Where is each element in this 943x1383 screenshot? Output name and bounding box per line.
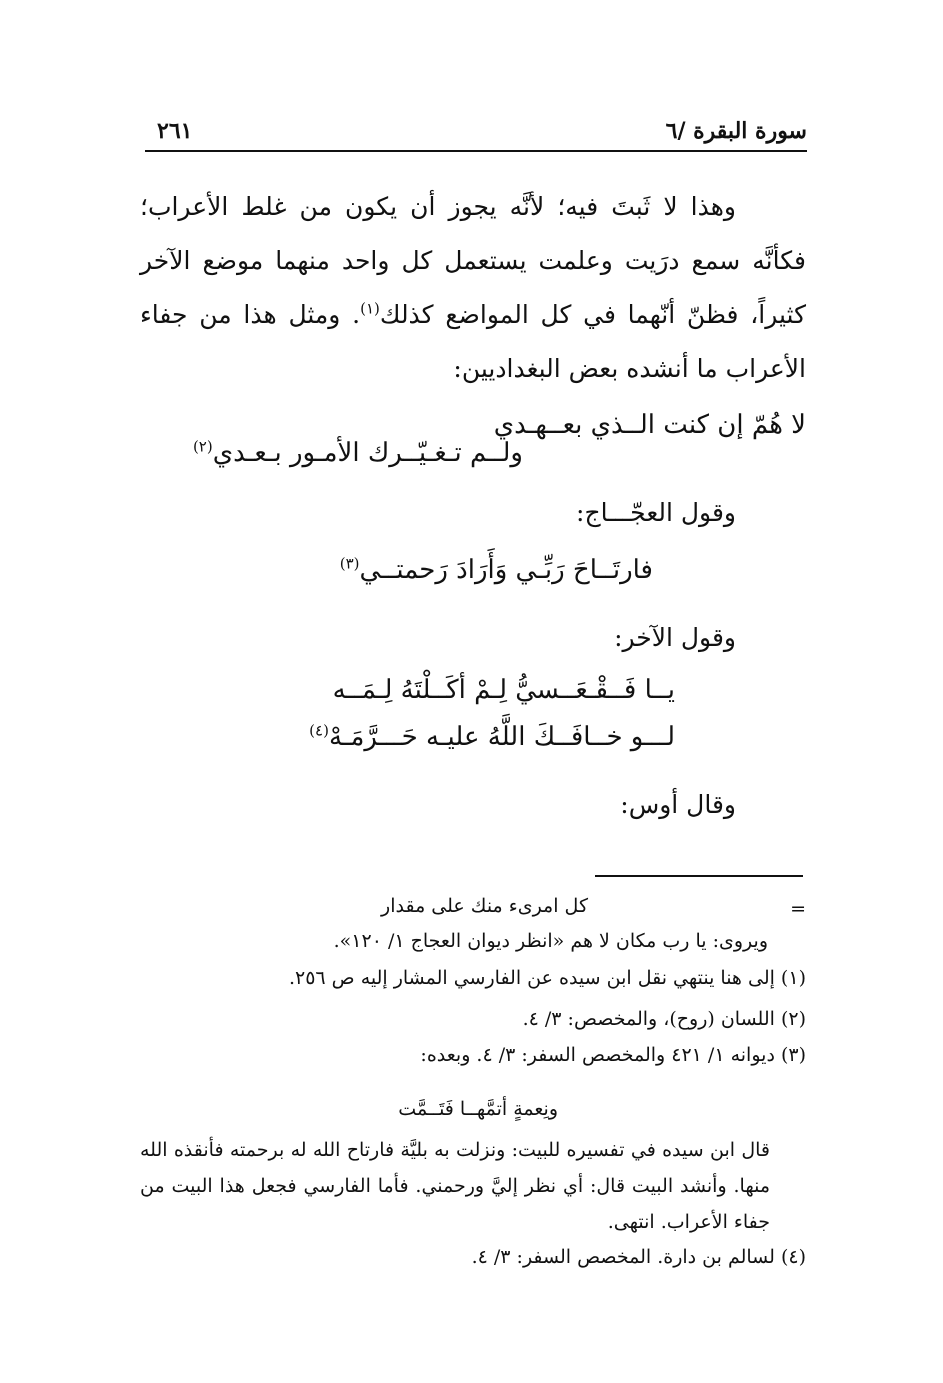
surah-title: سورة البقرة /٦	[665, 118, 807, 144]
verse-line-3-text: فارتَــاحَ رَبِّـي وَأَرَادَ رَحمتــي	[359, 555, 653, 585]
quote-label-other: وقول الآخر:	[614, 623, 736, 652]
verse-line-4: يــا فَــقْـعَــسيُّ لِـمْ أكَــلْتَهُ لِـمَــه	[332, 675, 675, 705]
verse-line-3	[340, 555, 653, 585]
footnote-4: (٤) لسالم بن دارة. المخصص السفر: ٣/ ٤.	[471, 1246, 806, 1268]
footnote-1: (١) إلى هنا ينتهي نقل ابن سيده عن الفارسي المشار إليه ص ٢٥٦.	[288, 967, 806, 989]
footnote-3: (٣) ديوانه ١/ ٤٢١ والمخصص السفر: ٣/ ٤. وبعده:	[420, 1044, 806, 1066]
quote-label-aws: وقال أوس:	[620, 790, 736, 819]
verse-line-5	[309, 722, 675, 752]
paragraph-text: وهذا لا ثَبتَ فيه؛ لأنَّه يجوز أن يكون من غلط الأعراب؛ فكأنَّه سمع درَيت وعلمت يستعمل كل واحد منهما موضع الآخر كثيراً، فظنّ أنّهما في كل المواضع كذلك	[140, 192, 806, 329]
verse-line-2	[193, 438, 523, 468]
footnote-2: (٢) اللسان (روح)، والمخصص: ٣/ ٤.	[522, 1008, 806, 1030]
paragraph-text-tail: . ومثل هذا من جفاء الأعراب ما أنشده بعض البغداديين:	[140, 300, 806, 383]
footnote-ref-4: (٤)	[309, 721, 329, 740]
page-number: ٢٦١	[157, 118, 193, 144]
verse-line-1: لا هُمّ إن كنت الــذي بعــهـدي	[493, 410, 806, 440]
footnote-ref-2: (٢)	[192, 437, 213, 456]
footnote-3-paragraph: قال ابن سيده في تفسيره للبيت: ونزلت به بليَّة فارتاح الله له برحمته فأنقذه الله منها. وأنشد البيت قال: أي نظر إليَّ ورحمني. فأما الفارسي فجعل هذا البيت من جفاء الأعراب. انتهى.	[140, 1139, 770, 1233]
verse-line-5-text: لـــو خــافَــكَ اللَّهُ عليـه حَـــرَّمَـهْ	[328, 722, 675, 752]
footnote-ref-1: (١)	[360, 299, 380, 318]
footnote-ref-3: (٣)	[339, 554, 360, 573]
footnote-continued-verse: كل امرىء منك على مقدار	[381, 895, 588, 917]
footnote-separator	[595, 875, 803, 877]
footnote-continuation-mark: =	[790, 898, 806, 920]
verse-line-2-text: ولــم تـغـيّــرك الأمـور بـعـدي	[212, 438, 523, 468]
running-header	[145, 118, 807, 152]
quote-label-ajjaj: وقول العجّـــاج:	[576, 498, 736, 527]
main-paragraph	[140, 180, 806, 396]
footnote-continued-line: ويروى: يا رب مكان لا هم «انظر ديوان العجاج ١/ ١٢٠».	[333, 930, 768, 952]
footnote-3-verse: ونِعمةٍ أتمَّهــا فَتَــمَّت	[398, 1098, 558, 1120]
